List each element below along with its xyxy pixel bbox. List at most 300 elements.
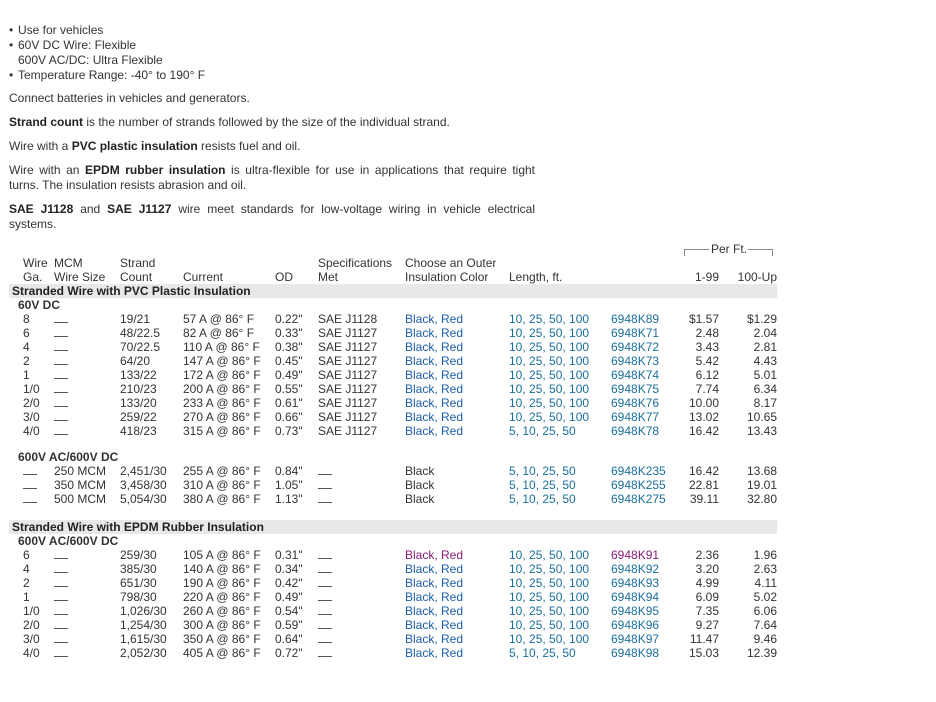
mcm-size (54, 618, 120, 632)
strand-count: 5,054/30 (120, 492, 167, 506)
price-100-up: $1.29 (746, 312, 777, 326)
strand-count: 3,458/30 (120, 478, 167, 492)
outer-diameter: 0.55" (275, 382, 303, 396)
length-options-link[interactable]: 10, 25, 50, 100 (509, 396, 590, 410)
insulation-color-link: Black (405, 492, 435, 506)
table-row (9, 354, 777, 368)
product-description (9, 23, 535, 232)
length-options-link[interactable]: 10, 25, 50, 100 (509, 410, 590, 424)
specification (318, 464, 405, 478)
usage-text: Connect batteries in vehicles and generators. (9, 91, 250, 105)
current-rating: 270 A @ 86° F (183, 410, 261, 424)
specification (318, 478, 405, 492)
strand-count-paragraph (9, 115, 535, 130)
empty-dash (54, 619, 68, 629)
epdm-text: Wire with an (9, 163, 86, 177)
insulation-color-link[interactable]: Black, Red (405, 312, 464, 326)
part-number-link[interactable]: 6948K255 (611, 478, 666, 492)
table-row (9, 312, 777, 326)
empty-dash (54, 647, 68, 657)
empty-dash (318, 605, 332, 615)
feature-text: 600V AC/DC: Ultra Flexible (18, 53, 163, 67)
current-rating: 255 A @ 86° F (183, 464, 261, 478)
part-number-link[interactable]: 6948K95 (611, 604, 660, 618)
insulation-color-link[interactable]: Black, Red (405, 604, 464, 618)
current-rating: 172 A @ 86° F (183, 368, 261, 382)
price-1-99: 11.47 (689, 632, 719, 646)
current-rating: 310 A @ 86° F (183, 478, 261, 492)
part-number-link[interactable]: 6948K93 (611, 576, 660, 590)
length-options-link[interactable]: 5, 10, 25, 50 (509, 424, 576, 438)
part-number-link[interactable]: 6948K91 (611, 548, 660, 562)
strand-count: 133/20 (120, 396, 157, 410)
outer-diameter: 0.42" (275, 576, 303, 590)
section-title: Stranded Wire with PVC Plastic Insulation (9, 284, 777, 298)
outer-diameter: 0.66" (275, 410, 303, 424)
mcm-size: 250 MCM (54, 464, 107, 478)
outer-diameter: 0.72" (275, 646, 303, 660)
current-rating: 405 A @ 86° F (183, 646, 261, 660)
empty-dash (54, 411, 68, 421)
price-1-99: 3.20 (695, 562, 719, 576)
current-rating: 82 A @ 86° F (183, 326, 255, 340)
part-number-link[interactable]: 6948K78 (611, 424, 660, 438)
price-1-99: 13.02 (688, 410, 719, 424)
sae-j1127-term: SAE J1127 (107, 202, 172, 216)
feature-list (9, 23, 535, 83)
length-options-link[interactable]: 10, 25, 50, 100 (509, 340, 590, 354)
insulation-color-link: Black (405, 464, 435, 478)
insulation-color-link[interactable]: Black, Red (405, 382, 464, 396)
part-number-link[interactable]: 6948K92 (611, 562, 660, 576)
part-number-link[interactable]: 6948K275 (611, 492, 666, 506)
usage-paragraph (9, 91, 535, 106)
header-strand: Strand Count (120, 256, 156, 284)
price-1-99: 15.03 (688, 646, 719, 660)
header-wire-ga: Wire Ga. (23, 256, 48, 284)
current-rating: 380 A @ 86° F (183, 492, 261, 506)
wire-gauge: 4/0 (23, 646, 40, 660)
mcm-size (54, 340, 120, 354)
bullet-icon: • (9, 68, 14, 82)
length-options-link[interactable]: 5, 10, 25, 50 (509, 492, 576, 506)
strand-count: 1,615/30 (120, 632, 167, 646)
table-row (9, 410, 777, 424)
bracket-line (684, 249, 709, 256)
pvc-text: resists fuel and oil. (197, 139, 301, 153)
wire-gauge: 4 (23, 562, 30, 576)
price-1-99: 7.35 (695, 604, 719, 618)
current-rating: 105 A @ 86° F (183, 548, 261, 562)
strand-count: 651/30 (120, 576, 157, 590)
current-rating: 147 A @ 86° F (183, 354, 261, 368)
price-100-up: 1.96 (753, 548, 777, 562)
part-number-link[interactable]: 6948K76 (611, 396, 660, 410)
table-row (9, 548, 777, 562)
current-rating: 260 A @ 86° F (183, 604, 261, 618)
strand-count: 259/22 (120, 410, 157, 424)
part-number-link[interactable]: 6948K75 (611, 382, 660, 396)
price-1-99: 16.42 (688, 424, 719, 438)
current-rating: 300 A @ 86° F (183, 618, 261, 632)
price-1-99: $1.57 (688, 312, 719, 326)
insulation-color-link[interactable]: Black, Red (405, 576, 464, 590)
header-color: Choose an Outer Insulation Color (405, 256, 497, 284)
strand-count: 64/20 (120, 354, 151, 368)
group-label-row (9, 298, 777, 312)
specification (318, 604, 405, 618)
length-options-link[interactable]: 10, 25, 50, 100 (509, 604, 590, 618)
feature-item (9, 23, 535, 38)
price-100-up: 32.80 (746, 492, 777, 506)
strand-count: 259/30 (120, 548, 157, 562)
spacer-row (9, 438, 777, 450)
specification (318, 548, 405, 562)
price-100-up: 13.68 (746, 464, 777, 478)
mcm-size: 350 MCM (54, 478, 107, 492)
mcm-size (54, 382, 120, 396)
outer-diameter: 1.05" (275, 478, 303, 492)
length-options-link[interactable]: 5, 10, 25, 50 (509, 646, 576, 660)
mcm-size (54, 410, 120, 424)
epdm-text: is ultra-flexible for use in applications that require tight turns. The insulation resists abrasion and oil. (9, 163, 536, 192)
table-row (9, 604, 777, 618)
current-rating: 315 A @ 86° F (183, 424, 261, 438)
empty-dash (54, 355, 68, 365)
empty-dash (54, 313, 68, 323)
specification (318, 562, 405, 576)
price-100-up: 10.65 (746, 410, 777, 424)
part-number-link[interactable]: 6948K235 (611, 464, 666, 478)
wire-gauge: 1 (23, 590, 30, 604)
insulation-color-link[interactable]: Black, Red (405, 632, 464, 646)
price-100-up: 13.43 (746, 424, 777, 438)
outer-diameter: 0.84" (275, 464, 303, 478)
table-row (9, 424, 777, 438)
voltage-label: 600V AC/600V DC (18, 450, 119, 464)
wire-gauge: 1/0 (23, 382, 40, 396)
insulation-color-link[interactable]: Black, Red (405, 590, 464, 604)
group-label-row (9, 450, 777, 464)
price-100-up: 8.17 (753, 396, 777, 410)
outer-diameter: 0.64" (275, 632, 303, 646)
mcm-size (54, 562, 120, 576)
insulation-color-link[interactable]: Black, Red (405, 424, 464, 438)
sae-paragraph (9, 202, 535, 232)
price-1-99: 16.42 (688, 464, 719, 478)
empty-dash (23, 465, 37, 475)
wire-gauge: 3/0 (23, 410, 40, 424)
price-100-up: 4.11 (754, 576, 777, 590)
price-1-99: 2.36 (695, 548, 719, 562)
strand-count: 385/30 (120, 562, 157, 576)
wire-gauge: 6 (23, 326, 30, 340)
mcm-size (54, 424, 120, 438)
insulation-color-link[interactable]: Black, Red (405, 368, 464, 382)
mcm-size (54, 368, 120, 382)
pvc-paragraph (9, 139, 535, 154)
part-number-link[interactable]: 6948K94 (611, 590, 660, 604)
spacer-row (9, 506, 777, 520)
header-part (611, 256, 675, 284)
insulation-color-link[interactable]: Black, Red (405, 646, 464, 660)
voltage-label: 600V AC/600V DC (18, 534, 119, 548)
strand-count: 798/30 (120, 590, 157, 604)
empty-dash (318, 493, 332, 503)
price-1-99: 10.00 (688, 396, 719, 410)
outer-diameter: 0.49" (275, 590, 303, 604)
specification: SAE J1127 (318, 368, 378, 382)
table-row (9, 576, 777, 590)
table-row (9, 646, 777, 660)
length-options-link[interactable]: 10, 25, 50, 100 (509, 368, 590, 382)
empty-dash (318, 591, 332, 601)
empty-dash (318, 577, 332, 587)
part-number-link[interactable]: 6948K73 (611, 354, 660, 368)
outer-diameter: 0.61" (275, 396, 303, 410)
length-options-link[interactable]: 10, 25, 50, 100 (509, 354, 590, 368)
length-options-link[interactable]: 10, 25, 50, 100 (509, 562, 590, 576)
wire-gauge (9, 464, 54, 478)
table-row (9, 382, 777, 396)
price-1-99: 3.43 (695, 340, 719, 354)
empty-dash (54, 397, 68, 407)
wire-gauge: 4/0 (23, 424, 40, 438)
bullet-icon: • (9, 38, 14, 52)
table-row (9, 340, 777, 354)
empty-dash (54, 605, 68, 615)
voltage-label: 60V DC (18, 298, 61, 312)
strand-count: 70/22.5 (120, 340, 161, 354)
specification: SAE J1127 (318, 424, 378, 438)
price-100-up: 19.01 (746, 478, 777, 492)
empty-dash (54, 549, 68, 559)
price-100-up: 9.46 (753, 632, 777, 646)
header-current: Current (183, 270, 224, 284)
specification (318, 590, 405, 604)
strand-count: 1,254/30 (120, 618, 167, 632)
price-100-up: 6.06 (753, 604, 777, 618)
specification (318, 576, 405, 590)
specification (318, 646, 405, 660)
specification: SAE J1127 (318, 382, 378, 396)
epdm-paragraph (9, 163, 535, 193)
empty-dash (318, 479, 332, 489)
length-options-link[interactable]: 10, 25, 50, 100 (509, 326, 590, 340)
outer-diameter: 0.33" (275, 326, 303, 340)
strand-count: 210/23 (120, 382, 157, 396)
section-header-row (9, 284, 777, 298)
table-row (9, 590, 777, 604)
feature-text: 60V DC Wire: Flexible (18, 38, 137, 52)
length-options-link[interactable]: 5, 10, 25, 50 (509, 478, 576, 492)
insulation-color-link[interactable]: Black, Red (405, 548, 464, 562)
price-100-up: 5.01 (753, 368, 777, 382)
specification: SAE J1127 (318, 326, 378, 340)
header-mcm: MCM Wire Size (54, 256, 106, 284)
price-1-99: 6.12 (695, 368, 719, 382)
length-options-link[interactable]: 10, 25, 50, 100 (509, 312, 590, 326)
empty-dash (318, 549, 332, 559)
length-options-link[interactable]: 10, 25, 50, 100 (509, 576, 590, 590)
empty-dash (54, 383, 68, 393)
feature-item (9, 68, 535, 83)
part-number-link[interactable]: 6948K96 (611, 618, 660, 632)
per-ft-label: Per Ft. (711, 242, 748, 256)
current-rating: 140 A @ 86° F (183, 562, 261, 576)
strand-count: 19/21 (120, 312, 151, 326)
group-label-row (9, 534, 777, 548)
specification: SAE J1127 (318, 354, 378, 368)
pvc-text: Wire with a (9, 139, 72, 153)
wire-gauge: 2/0 (23, 618, 40, 632)
table-row (9, 326, 777, 340)
empty-dash (54, 577, 68, 587)
insulation-color-link[interactable]: Black, Red (405, 354, 464, 368)
table-row (9, 618, 777, 632)
insulation-color-link[interactable]: Black, Red (405, 562, 464, 576)
length-options-link[interactable]: 10, 25, 50, 100 (509, 382, 590, 396)
outer-diameter: 0.22" (275, 312, 303, 326)
strand-count: 133/22 (120, 368, 157, 382)
current-rating: 220 A @ 86° F (183, 590, 261, 604)
length-options-link[interactable]: 10, 25, 50, 100 (509, 590, 590, 604)
current-rating: 233 A @ 86° F (183, 396, 261, 410)
wire-gauge: 2/0 (23, 396, 40, 410)
outer-diameter: 0.31" (275, 548, 303, 562)
header-spec: Specifications Met (318, 256, 393, 284)
mcm-size (54, 326, 120, 340)
part-number-link[interactable]: 6948K74 (611, 368, 660, 382)
price-100-up: 2.63 (753, 562, 777, 576)
strand-count: 2,052/30 (120, 646, 167, 660)
specification: SAE J1127 (318, 340, 378, 354)
per-ft-header (684, 242, 773, 256)
part-number-link[interactable]: 6948K97 (611, 632, 660, 646)
insulation-color-link[interactable]: Black, Red (405, 410, 464, 424)
price-100-up: 2.81 (753, 340, 777, 354)
bullet-icon: • (9, 23, 14, 37)
current-rating: 200 A @ 86° F (183, 382, 261, 396)
price-1-99: 4.99 (695, 576, 719, 590)
empty-dash (23, 479, 37, 489)
length-options-link[interactable]: 5, 10, 25, 50 (509, 464, 576, 478)
price-100-up: 7.64 (753, 618, 777, 632)
wire-table (9, 256, 777, 660)
mcm-size (54, 604, 120, 618)
strand-count: 418/23 (120, 424, 157, 438)
insulation-color-link[interactable]: Black, Red (405, 618, 464, 632)
outer-diameter: 0.73" (275, 424, 303, 438)
length-options-link[interactable]: 10, 25, 50, 100 (509, 548, 590, 562)
section-title: Stranded Wire with EPDM Rubber Insulation (9, 520, 777, 534)
header-price-100-up: 100-Up (737, 270, 777, 284)
mcm-size (54, 576, 120, 590)
mcm-size (54, 632, 120, 646)
empty-dash (54, 369, 68, 379)
wire-gauge: 4 (23, 340, 30, 354)
current-rating: 190 A @ 86° F (183, 576, 261, 590)
insulation-color-link[interactable]: Black, Red (405, 340, 464, 354)
sae-j1128-term: SAE J1128 (9, 202, 74, 216)
length-options-link[interactable]: 10, 25, 50, 100 (509, 632, 590, 646)
epdm-term: EPDM rubber insulation (85, 163, 226, 177)
insulation-color-link[interactable]: Black, Red (405, 396, 464, 410)
wire-gauge: 6 (23, 548, 30, 562)
section-header-row (9, 520, 777, 534)
table-row (9, 464, 777, 478)
price-1-99: 7.74 (695, 382, 719, 396)
strand-count: 48/22.5 (120, 326, 161, 340)
table-row (9, 478, 777, 492)
part-number-link[interactable]: 6948K98 (611, 646, 660, 660)
price-100-up: 6.34 (753, 382, 777, 396)
outer-diameter: 0.49" (275, 368, 303, 382)
specification: SAE J1127 (318, 410, 378, 424)
empty-dash (318, 633, 332, 643)
wire-gauge (9, 478, 54, 492)
strand-count-term: Strand count (9, 115, 83, 129)
empty-dash (54, 327, 68, 337)
mcm-size (54, 646, 120, 660)
empty-dash (318, 619, 332, 629)
empty-dash (318, 465, 332, 475)
feature-item (9, 38, 535, 68)
part-number-link[interactable]: 6948K72 (611, 340, 660, 354)
length-options-link[interactable]: 10, 25, 50, 100 (509, 618, 590, 632)
sae-text: wire meet standards for low-voltage wiring in vehicle electrical systems. (9, 202, 535, 231)
empty-dash (318, 647, 332, 657)
table-row (9, 492, 777, 506)
mcm-size: 500 MCM (54, 492, 107, 506)
wire-gauge: 1 (23, 368, 30, 382)
outer-diameter: 1.13" (275, 492, 303, 506)
part-number-link[interactable]: 6948K71 (611, 326, 660, 340)
price-1-99: 6.09 (695, 590, 719, 604)
wire-gauge: 8 (23, 312, 30, 326)
sae-text: and (73, 202, 108, 216)
table-row (9, 396, 777, 410)
mcm-size (54, 354, 120, 368)
wire-gauge: 2 (23, 576, 30, 590)
outer-diameter: 0.59" (275, 618, 303, 632)
part-number-link[interactable]: 6948K77 (611, 410, 660, 424)
feature-text: Temperature Range: -40° to 190° F (18, 68, 206, 82)
specification: SAE J1128 (318, 312, 378, 326)
outer-diameter: 0.45" (275, 354, 303, 368)
specification (318, 492, 405, 506)
empty-dash (318, 563, 332, 573)
part-number-link[interactable]: 6948K89 (611, 312, 660, 326)
strand-count: 1,026/30 (120, 604, 167, 618)
strand-count: 2,451/30 (120, 464, 167, 478)
mcm-size (54, 396, 120, 410)
price-100-up: 2.04 (753, 326, 777, 340)
insulation-color-link[interactable]: Black, Red (405, 326, 464, 340)
price-1-99: 9.27 (695, 618, 719, 632)
empty-dash (54, 425, 68, 435)
table-row (9, 562, 777, 576)
header-od: OD (275, 270, 293, 284)
price-100-up: 12.39 (746, 646, 777, 660)
mcm-size (54, 548, 120, 562)
outer-diameter: 0.34" (275, 562, 303, 576)
empty-dash (54, 633, 68, 643)
wire-gauge: 3/0 (23, 632, 40, 646)
price-100-up: 5.02 (753, 590, 777, 604)
outer-diameter: 0.38" (275, 340, 303, 354)
strand-count-text: is the number of strands followed by the size of the individual strand. (83, 115, 450, 129)
